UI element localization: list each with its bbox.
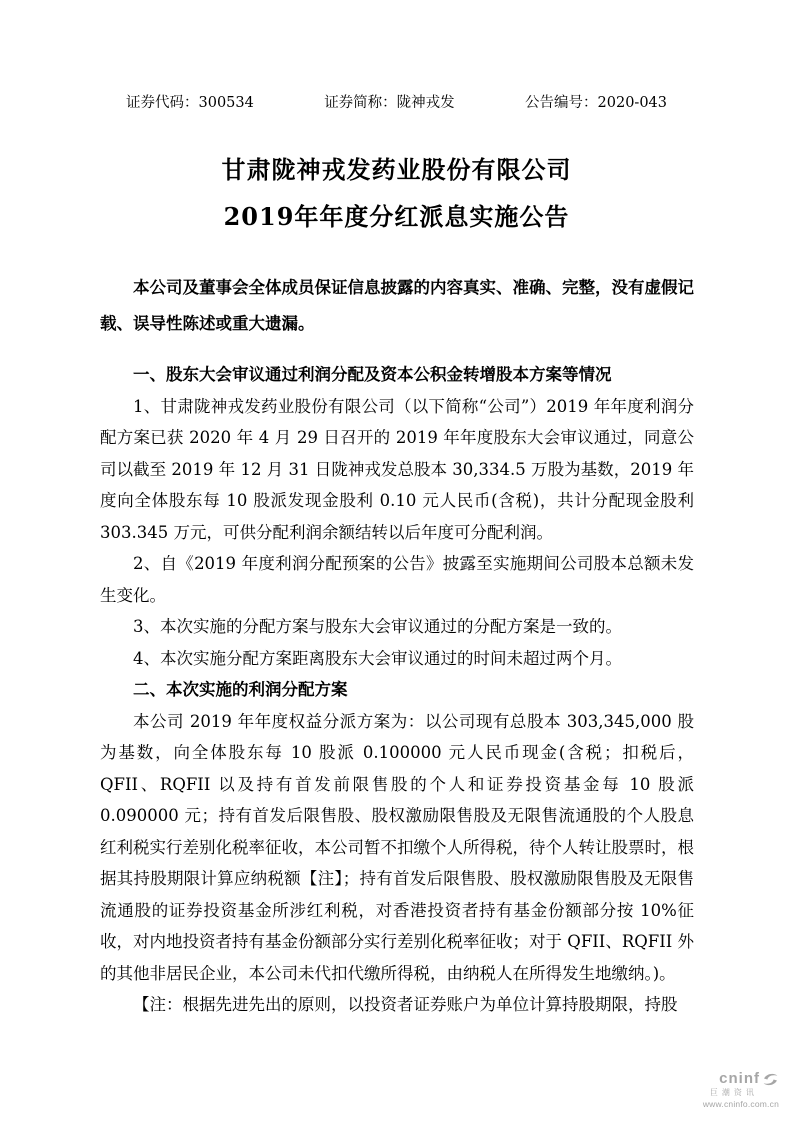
section2-heading: 二、本次实施的利润分配方案 bbox=[133, 680, 348, 699]
title-block bbox=[0, 153, 793, 234]
paragraph-2: 2、自《2019 年度利润分配预案的公告》披露至实施期间公司股本总额未发生变化。 bbox=[100, 554, 694, 605]
cninfo-logo-text: cninf bbox=[719, 1070, 760, 1087]
document-content bbox=[100, 359, 694, 1021]
stock-code: 证券代码：300534 bbox=[126, 95, 254, 111]
paragraph-5: 本公司 2019 年年度权益分派方案为：以公司现有总股本 303,345,000 股为基数，向全体股东每 10 股派 0.100000 元人民币现金(含税；扣税后，QFII、RQFII 以及持有首发前限售股的个人和证券投资基金每 10 股派 0.090000 元；持有首发后限售股、股权激励限售股及无限售流通股的个人股息红利税实行差别化税率征收，本公司暂不扣缴个人所得税，待个人转让股票时，根据其持股期限计算应纳税额【注】；持有首发后限售股、股权激励限售股及无限售流通股的证券投资基金所涉红利税，对香港投资者持有基金份额部分按 10%征收，对内地投资者持有基金份额部分实行差别化税率征收；对于 QFII、RQFII 外的其他非居民企业，本公司未代扣代缴所得税，由纳税人在所得发生地缴纳。)。 bbox=[100, 711, 694, 983]
announcement-title: 2019年年度分红派息实施公告 bbox=[223, 202, 570, 231]
cninfo-swirl-icon bbox=[762, 1072, 779, 1087]
paragraph-3: 3、本次实施的分配方案与股东大会审议通过的分配方案是一致的。 bbox=[133, 617, 622, 636]
cninfo-url: www.cninfo.com.cn bbox=[702, 1099, 779, 1109]
document-body bbox=[100, 270, 694, 1021]
section1-heading: 一、股东大会审议通过利润分配及资本公积金转增股本方案等情况 bbox=[133, 365, 612, 384]
cninfo-chinese-name: 巨潮资讯 bbox=[709, 1088, 758, 1097]
paragraph-6-note: 【注：根据先进先出的原则，以投资者证券账户为单位计算持股期限，持股 bbox=[133, 995, 678, 1014]
cninfo-logo bbox=[703, 1071, 779, 1109]
document-header bbox=[0, 0, 793, 113]
announcement-number: 公告编号：2020-043 bbox=[525, 95, 667, 111]
paragraph-4: 4、本次实施分配方案距离股东大会审议通过的时间未超过两个月。 bbox=[133, 648, 622, 668]
stock-name: 证券简称：陇神戎发 bbox=[324, 95, 455, 111]
company-name-title: 甘肃陇神戎发药业股份有限公司 bbox=[221, 155, 572, 184]
board-statement: 本公司及董事会全体成员保证信息披露的内容真实、准确、完整，没有虚假记载、误导性陈述或重大遗漏。 bbox=[100, 278, 694, 333]
paragraph-1: 1、甘肃陇神戎发药业股份有限公司（以下简称“公司”）2019 年年度利润分配方案已获 2020 年 4 月 29 日召开的 2019 年年度股东大会审议通过，同意公司以截至 2019 年 12 月 31 日陇神戎发总股本 30,334.5 万股为基数，2019 年度向全体股东每 10 股派发现金股利 0.10 元人民币(含税)，共计分配现金股利 303.345 万元，可供分配利润余额结转以后年度可分配利润。 bbox=[100, 396, 694, 542]
